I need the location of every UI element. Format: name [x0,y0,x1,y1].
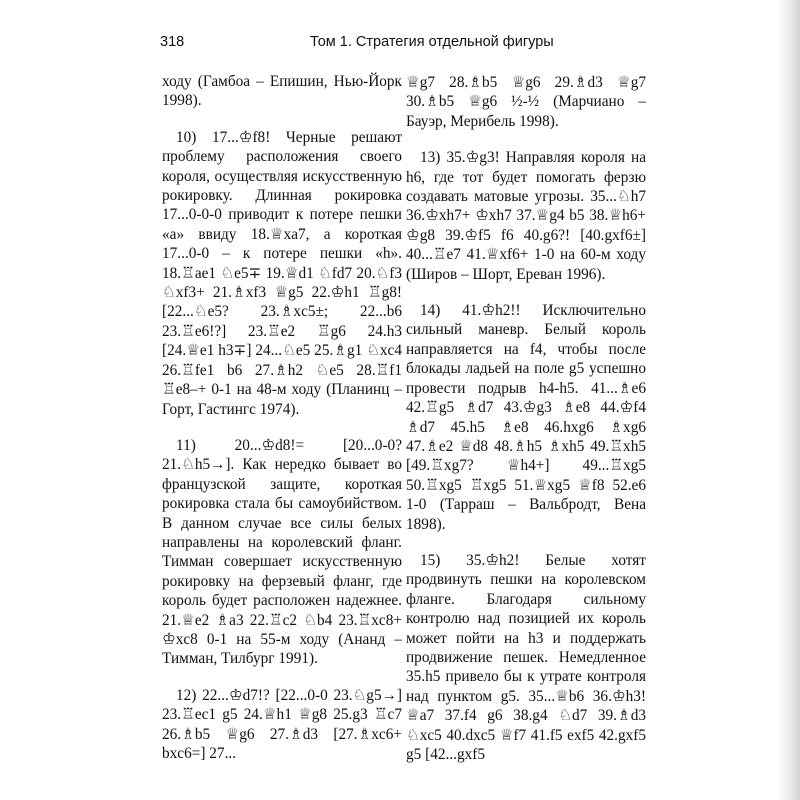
right-column [406,73,646,764]
paragraph-note-10: 10) 17...♔f8! Черные решают проблему расположения своего короля, осуществляя искусственную рокировку. Длинная рокировка 17...0-0-0 приводит к потере пешки «а» ввиду 18.♕xa7, а короткая 17...0-0 – к потере пешки «h». 18.♖ae1 ♘e5∓ 19.♕d1 ♘fd7 20.♘f3 ♘xf3+ 21.♗xf3 ♕g5 22.♔h1 ♖g8! [22...♘e5? 23.♗xc5±; 22...b6 23.♖e6!?] 23.♖e2 ♖g6 24.h3 [24.♕e1 h3∓] 24...♘e5 25.♗g1 ♘xc4 26.♖fe1 b6 27.♗h2 ♘e5 28.♖f1 ♖e8–+ 0-1 на 48-м ходу (Планинц – Горт, Гастингс 1974). [162,128,402,418]
paragraph-note-12: 12) 22...♔d7!? [22...0-0 23.♘g5→] 23.♖ec1 g5 24.♕h1 ♕g8 25.g3 ♖c7 26.♗b5 ♕g6 27.♗d3 [27.♗xc6+ bxc6=] 27... [162,686,402,762]
page-header [160,34,640,54]
running-title: Том 1. Стратегия отдельной фигуры [310,34,554,50]
paragraph-note-14: 14) 41.♔h2!! Исключительно сильный маневр. Белый король направляется на f4, чтобы после блокады ладьей на поле g5 успешно провести подрыв h4-h5. 41...♗e6 42.♖g5 ♗d7 43.♔g3 ♗e8 44.♔f4 ♗d7 45.h5 ♗e8 46.hxg6 ♗xg6 47.♗e2 ♕d8 48.♗h5 ♗xh5 49.♖xh5 [49.♖xg7? ♕h4+] 49...♖xg5 50.♖xg5 ♖xg5 51.♕xg5 ♕f8 52.e6 1-0 (Тарраш – Вальбродт, Вена 1898). [406,302,646,533]
page-number: 318 [160,34,185,50]
paragraph-note-11: 11) 20...♔d8!= [20...0-0? 21.♘h5→]. Как нередко бывает во французской защите, короткая рокировка стала бы самоубийством. В данном случае все силы белых направлены на королевский фланг. Тимман совершает искусственную рокировку на ферзевый фланг, где король будет расположен надежнее. 21.♕e2 ♗a3 22.♖c2 ♘b4 23.♖xc8+ ♔xc8 0-1 на 55-м ходу (Ананд – Тимман, Тилбург 1991). [162,436,402,668]
paragraph-continuation: ходу (Гамбоа – Епишин, Нью-Йорк 1998). [162,73,402,110]
paragraph-note-13: 13) 35.♔g3! Направляя короля на h6, где тот будет помогать ферзю создавать матовые угрозы. 35...♘h7 36.♔xh7+ ♔xh7 37.♕g4 b5 38.♕h6+ ♔g8 39.♔f5 f6 40.g6?! [40.gxf6±] 40...♖e7 41.♕xf6+ 1-0 на 60-м ходу (Широв – Шорт, Ереван 1996). [406,149,646,283]
page-gutter-shadow [778,0,800,800]
left-column [162,72,402,763]
paragraph-note-15: 15) 35.♔h2! Белые хотят продвинуть пешки на королевском фланге. Благодаря сильному контролю над позицией их король может пойти на h3 и поддержать продвижение пешек. Немедленное 35.h5 привело бы к утрате контроля над пунктом g5. 35...♕b6 36.♔h3! ♕a7 37.f4 g6 38.g4 ♘d7 39.♗d3 ♘xc5 40.dxc5 ♕f7 41.f5 exf5 42.gxf5 g5 [42...gxf5 [406,551,646,763]
paragraph-continuation: ♕g7 28.♗b5 ♕g6 29.♗d3 ♕g7 30.♗b5 ♕g6 ½-½ (Марчиано – Бауэр, Мерибель 1998). [406,74,646,130]
